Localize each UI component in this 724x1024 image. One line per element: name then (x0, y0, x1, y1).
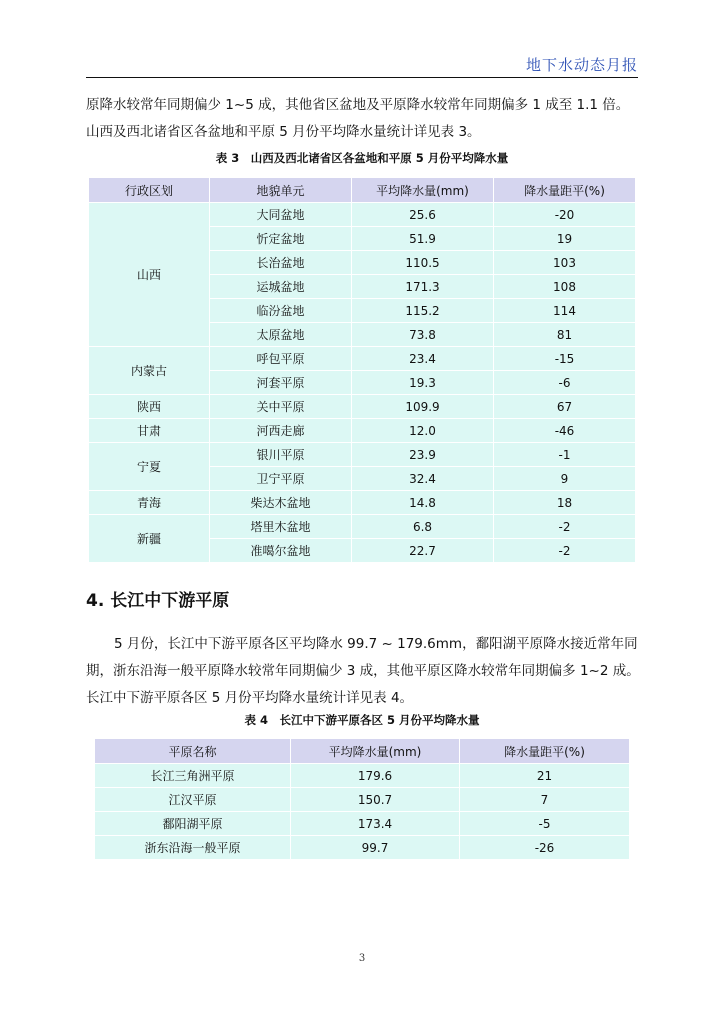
table-row (89, 347, 636, 371)
precip-cell: 12.0 (352, 419, 494, 443)
precip-cell: 22.7 (352, 539, 494, 563)
anomaly-cell: -5 (460, 812, 630, 836)
unit-cell: 河套平原 (210, 371, 352, 395)
precip-cell: 25.6 (352, 203, 494, 227)
table-row (89, 491, 636, 515)
region-cell: 内蒙古 (89, 347, 210, 395)
table-row (89, 203, 636, 227)
precip-cell: 23.9 (352, 443, 494, 467)
anomaly-cell: 7 (460, 788, 630, 812)
table4-header-cell: 降水量距平(%) (460, 739, 630, 764)
plain-name-cell: 浙东沿海一般平原 (95, 836, 291, 860)
precip-cell: 171.3 (352, 275, 494, 299)
header-divider (86, 77, 638, 78)
table-row (89, 515, 636, 539)
unit-cell: 大同盆地 (210, 203, 352, 227)
page-number: 3 (358, 953, 366, 964)
anomaly-cell: 21 (460, 764, 630, 788)
report-title: 地下水动态月报 (525, 56, 638, 74)
table-row (95, 764, 630, 788)
anomaly-cell: 67 (494, 395, 636, 419)
anomaly-cell: 19 (494, 227, 636, 251)
table3-caption: 表 3 山西及西北诸省区各盆地和平原 5 月份平均降水量 (215, 151, 509, 165)
unit-cell: 太原盆地 (210, 323, 352, 347)
unit-cell: 河西走廊 (210, 419, 352, 443)
table3-header-cell: 降水量距平(%) (494, 178, 636, 203)
precip-cell: 19.3 (352, 371, 494, 395)
precip-cell: 51.9 (352, 227, 494, 251)
anomaly-cell: 114 (494, 299, 636, 323)
unit-cell: 银川平原 (210, 443, 352, 467)
region-cell: 山西 (89, 203, 210, 347)
plain-name-cell: 鄱阳湖平原 (95, 812, 291, 836)
table-row (89, 419, 636, 443)
anomaly-cell: -2 (494, 515, 636, 539)
table-row (95, 812, 630, 836)
anomaly-cell: -20 (494, 203, 636, 227)
precip-cell: 23.4 (352, 347, 494, 371)
table3-header-cell: 平均降水量(mm) (352, 178, 494, 203)
section-heading: 4. 长江中下游平原 (86, 591, 230, 611)
anomaly-cell: -46 (494, 419, 636, 443)
precip-cell: 99.7 (291, 836, 460, 860)
section4-paragraph: 5 月份，长江中下游平原各区平均降水 99.7 ~ 179.6mm，鄱阳湖平原降水接近常年同期，浙东沿海一般平原降水较常年同期偏少 3 成，其他平原区降水较常年同期偏多 1~2 成。长江中下游平原各区 5 月份平均降水量统计详见表 4。 (86, 636, 640, 706)
table3-header-row (89, 178, 636, 203)
anomaly-cell: -2 (494, 539, 636, 563)
precip-cell: 6.8 (352, 515, 494, 539)
table4-header-cell: 平原名称 (95, 739, 291, 764)
unit-cell: 忻定盆地 (210, 227, 352, 251)
region-cell: 新疆 (89, 515, 210, 563)
unit-cell: 关中平原 (210, 395, 352, 419)
region-cell: 青海 (89, 491, 210, 515)
region-cell: 宁夏 (89, 443, 210, 491)
unit-cell: 运城盆地 (210, 275, 352, 299)
table-row (95, 788, 630, 812)
table3-precipitation-northwest (88, 177, 636, 563)
table4-header-cell: 平均降水量(mm) (291, 739, 460, 764)
precip-cell: 179.6 (291, 764, 460, 788)
precip-cell: 73.8 (352, 323, 494, 347)
anomaly-cell: 103 (494, 251, 636, 275)
table-row (95, 836, 630, 860)
unit-cell: 长治盆地 (210, 251, 352, 275)
unit-cell: 临汾盆地 (210, 299, 352, 323)
table-row (89, 443, 636, 467)
unit-cell: 准噶尔盆地 (210, 539, 352, 563)
precip-cell: 150.7 (291, 788, 460, 812)
precip-cell: 110.5 (352, 251, 494, 275)
precip-cell: 109.9 (352, 395, 494, 419)
table4-precipitation-yangtze (94, 738, 630, 860)
anomaly-cell: 81 (494, 323, 636, 347)
anomaly-cell: -26 (460, 836, 630, 860)
intro-paragraph: 原降水较常年同期偏少 1~5 成，其他省区盆地及平原降水较常年同期偏多 1 成至 1.1 倍。山西及西北诸省区各盆地和平原 5 月份平均降水量统计详见表 3。 (86, 97, 630, 140)
unit-cell: 塔里木盆地 (210, 515, 352, 539)
unit-cell: 柴达木盆地 (210, 491, 352, 515)
anomaly-cell: 9 (494, 467, 636, 491)
region-cell: 陕西 (89, 395, 210, 419)
plain-name-cell: 长江三角洲平原 (95, 764, 291, 788)
unit-cell: 呼包平原 (210, 347, 352, 371)
precip-cell: 14.8 (352, 491, 494, 515)
anomaly-cell: -6 (494, 371, 636, 395)
table4-header-row (95, 739, 630, 764)
anomaly-cell: -1 (494, 443, 636, 467)
region-cell: 甘肃 (89, 419, 210, 443)
anomaly-cell: 18 (494, 491, 636, 515)
precip-cell: 173.4 (291, 812, 460, 836)
table3-header-cell: 行政区划 (89, 178, 210, 203)
anomaly-cell: -15 (494, 347, 636, 371)
table-row (89, 395, 636, 419)
precip-cell: 115.2 (352, 299, 494, 323)
precip-cell: 32.4 (352, 467, 494, 491)
unit-cell: 卫宁平原 (210, 467, 352, 491)
table3-header-cell: 地貌单元 (210, 178, 352, 203)
anomaly-cell: 108 (494, 275, 636, 299)
table4-caption: 表 4 长江中下游平原各区 5 月份平均降水量 (244, 713, 480, 727)
plain-name-cell: 江汉平原 (95, 788, 291, 812)
